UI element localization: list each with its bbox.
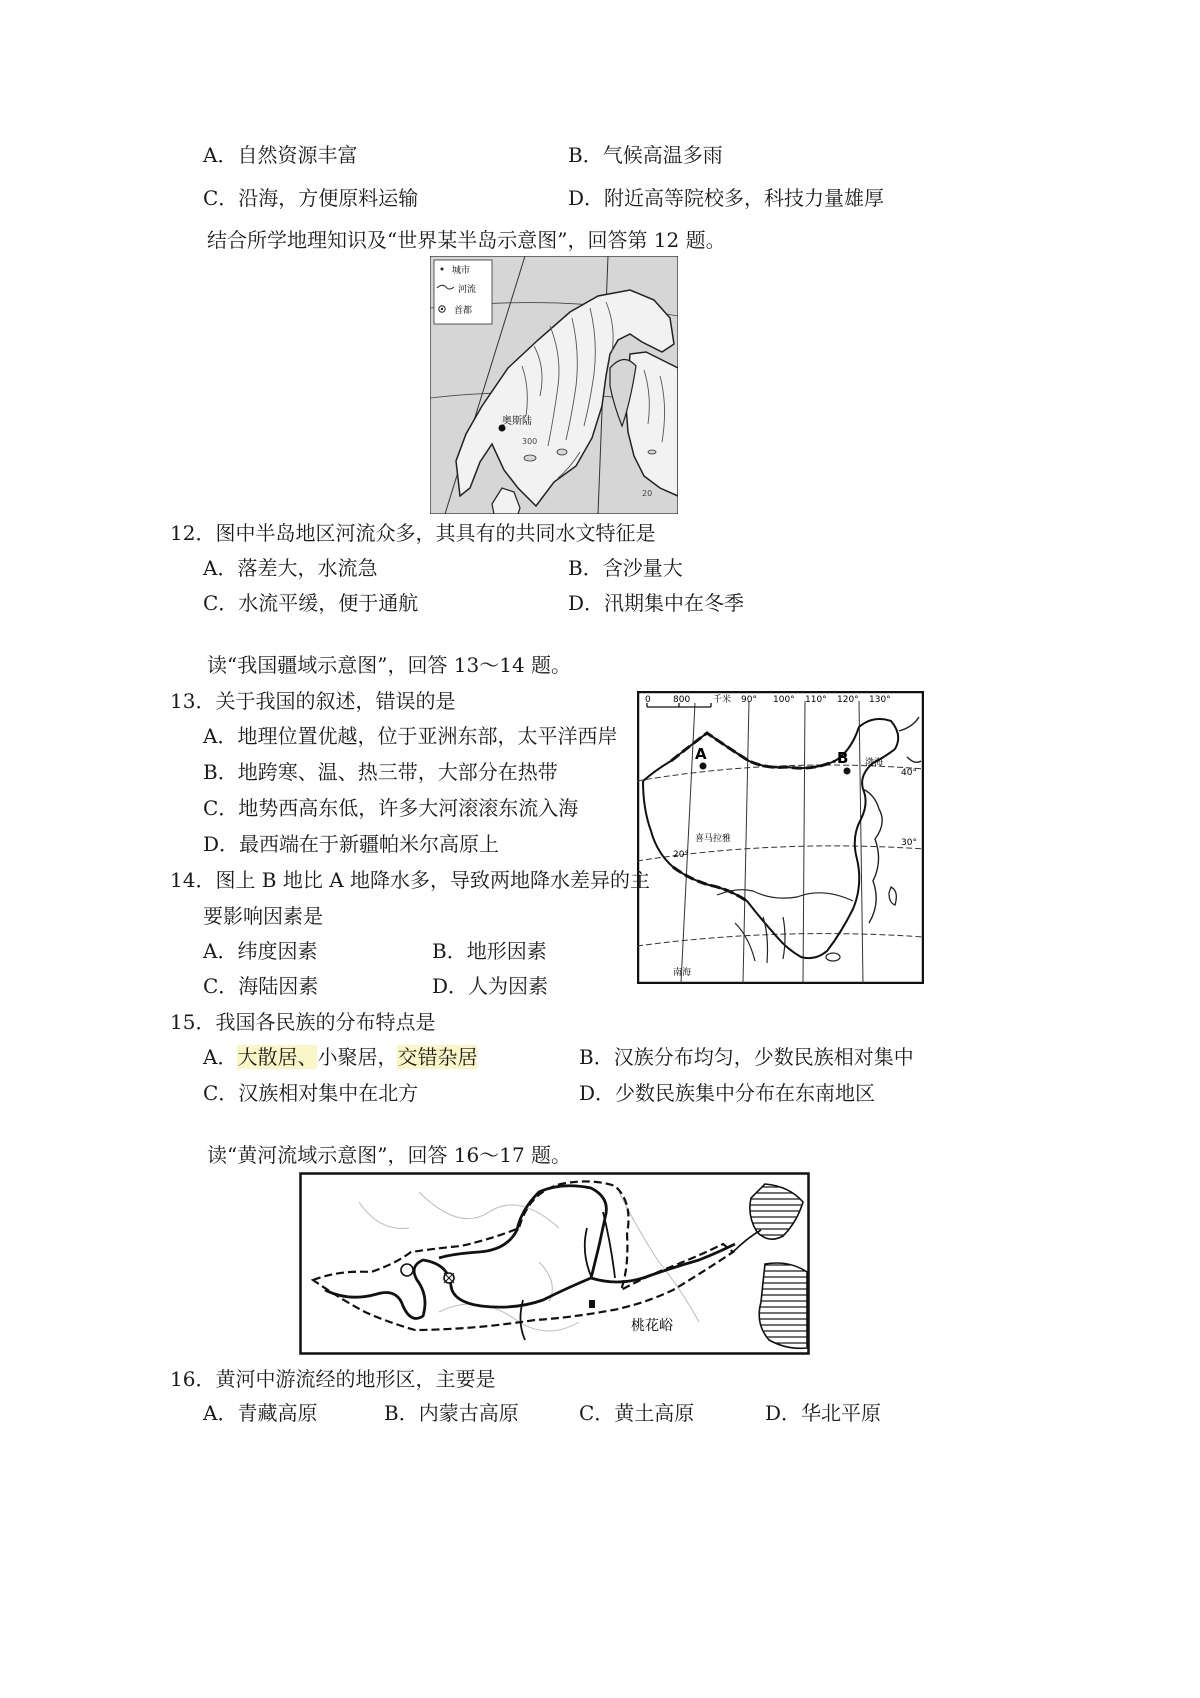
q13-option-c: C．地势西高东低，许多大河滚滚东流入海: [203, 796, 579, 820]
q15-option-a: [203, 1043, 477, 1071]
lon-label-130: 130°: [869, 695, 891, 705]
contour-label-20: 20: [642, 489, 653, 498]
lat-label-40: 40°: [901, 768, 917, 778]
legend-capital: 首都: [454, 306, 473, 316]
q13-option-a: A．地理位置优越，位于亚洲东部，太平洋西岸: [203, 724, 618, 748]
q12-option-b: B．含沙量大: [568, 556, 683, 580]
q11-option-a: A．自然资源丰富: [203, 143, 358, 167]
q13-stem: 13．关于我国的叙述，错误的是: [170, 689, 456, 713]
scale-zero: 0: [645, 695, 651, 705]
q15-stem: 15．我国各民族的分布特点是: [170, 1010, 436, 1034]
lon-label-120: 120°: [837, 695, 859, 705]
q16-option-d: D．华北平原: [765, 1401, 882, 1425]
q11-option-c: C．沿海，方便原料运输: [203, 186, 419, 210]
q15-option-b: B．汉族分布均匀，少数民族相对集中: [579, 1045, 914, 1069]
q12-option-d: D．汛期集中在冬季: [568, 591, 745, 615]
q15-option-c: C．汉族相对集中在北方: [203, 1081, 419, 1105]
legend-river: 河流: [458, 285, 477, 295]
sea-label: 渤海: [865, 758, 884, 768]
q12-option-a: A．落差大，水流急: [203, 556, 378, 580]
q16-stem: 16．黄河中游流经的地形区，主要是: [170, 1367, 496, 1391]
legend-city: 城市: [452, 266, 471, 276]
q11-option-b: B．气候高温多雨: [568, 143, 723, 167]
q15-option-a-highlight-2: 交错杂居: [397, 1045, 478, 1069]
china-territory-map: [637, 691, 924, 984]
q15-option-a-text-2: 小聚居，: [317, 1045, 398, 1069]
point-b-label: B: [837, 749, 849, 767]
q14-option-a: A．纬度因素: [203, 939, 318, 963]
scale-800: 800: [673, 695, 691, 705]
q14-stem-line1: 14．图上 B 地比 A 地降水多，导致两地降水差异的主: [170, 868, 651, 892]
peninsula-map: [430, 256, 678, 514]
q11-option-d: D．附近高等院校多，科技力量雄厚: [568, 186, 885, 210]
capital-label: 奥斯陆: [502, 416, 532, 427]
q12-stem: 12．图中半岛地区河流众多，其具有的共同水文特征是: [170, 521, 656, 545]
q16-option-b: B．内蒙古高原: [384, 1401, 519, 1425]
lon-label-110: 110°: [805, 695, 827, 705]
q16-option-c: C．黄土高原: [579, 1401, 695, 1425]
q12-option-c: C．水流平缓，便于通航: [203, 591, 419, 615]
ridge-label: 喜马拉雅: [695, 834, 732, 844]
point-a-label: A: [695, 745, 707, 763]
q14-stem-line2: 要影响因素是: [203, 904, 323, 928]
lon-label-90: 90°: [741, 695, 757, 705]
intro-q13-14: 读“我国疆域示意图”，回答 13～14 题。: [207, 653, 572, 677]
lat-label-30: 30°: [901, 838, 917, 848]
yellow-river-basin-map: [299, 1172, 810, 1355]
scale-unit: 千米: [713, 695, 732, 705]
q14-option-b: B．地形因素: [432, 939, 547, 963]
contour-label-300: 300: [522, 437, 538, 446]
q15-option-a-highlight-1: 大散居、: [237, 1045, 318, 1069]
q14-option-c: C．海陆因素: [203, 974, 319, 998]
q16-option-a: A．青藏高原: [203, 1401, 318, 1425]
q15-option-a-prefix: A．: [203, 1045, 238, 1069]
south-sea-label: 南海: [673, 968, 692, 978]
lon-label-100: 100°: [773, 695, 795, 705]
intro-q16-17: 读“黄河流域示意图”，回答 16～17 题。: [207, 1143, 572, 1167]
taohuayu-label: 桃花峪: [631, 1318, 673, 1334]
q13-option-d: D．最西端在于新疆帕米尔高原上: [203, 832, 500, 856]
intro-q12: 结合所学地理知识及“世界某半岛示意图”，回答第 12 题。: [207, 228, 726, 252]
q15-option-d: D．少数民族集中分布在东南地区: [579, 1081, 876, 1105]
lat-label-20: 20°: [673, 850, 689, 860]
q13-option-b: B．地跨寒、温、热三带，大部分在热带: [203, 760, 558, 784]
q14-option-d: D．人为因素: [432, 974, 549, 998]
